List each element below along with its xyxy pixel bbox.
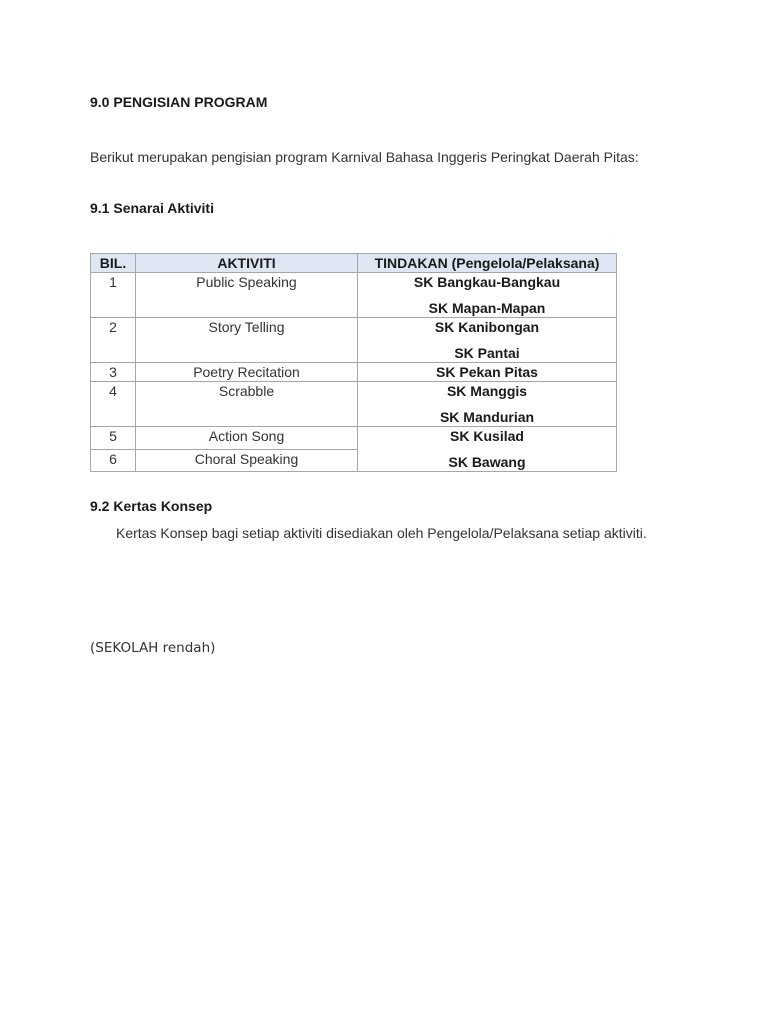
school-name: SK Bangkau-Bangkau xyxy=(413,274,561,290)
concept-paragraph: Kertas Konsep bagi setiap aktiviti disediakan oleh Pengelola/Pelaksana setiap aktiviti. xyxy=(116,525,647,541)
row-aktiviti: Choral Speaking xyxy=(136,449,358,472)
subsection-heading-activities: 9.1 Senarai Aktiviti xyxy=(90,200,214,216)
row-bil: 6 xyxy=(91,449,136,472)
header-tindakan: TINDAKAN (Pengelola/Pelaksana) xyxy=(358,254,617,273)
footer-note: (SEKOLAH rendah) xyxy=(90,640,216,656)
header-aktiviti: AKTIVITI xyxy=(136,254,358,273)
table-row xyxy=(91,382,617,427)
row-aktiviti: Story Telling xyxy=(136,318,358,363)
school-name: SK Pantai xyxy=(454,345,520,361)
row-aktiviti: Scrabble xyxy=(136,382,358,427)
row-aktiviti: Action Song xyxy=(136,427,358,450)
row-tindakan xyxy=(358,273,617,318)
table-row xyxy=(91,318,617,363)
school-name: SK Mapan-Mapan xyxy=(428,300,546,316)
row-aktiviti: Poetry Recitation xyxy=(136,363,358,382)
header-bil: BIL. xyxy=(91,254,136,273)
section-heading: 9.0 PENGISIAN PROGRAM xyxy=(90,94,268,110)
row-tindakan xyxy=(358,363,617,382)
school-name: SK Bawang xyxy=(448,454,526,470)
subsection-heading-concept: 9.2 Kertas Konsep xyxy=(90,498,213,514)
school-name: SK Kanibongan xyxy=(434,319,540,335)
row-bil: 2 xyxy=(91,318,136,363)
row-bil: 5 xyxy=(91,427,136,450)
school-name: SK Pekan Pitas xyxy=(436,364,538,380)
intro-paragraph: Berikut merupakan pengisian program Karnival Bahasa Inggeris Peringkat Daerah Pitas: xyxy=(90,149,639,165)
school-name: SK Mandurian xyxy=(439,409,535,425)
table-row xyxy=(91,363,617,382)
table-row xyxy=(91,427,617,450)
school-name: SK Manggis xyxy=(446,383,528,399)
row-bil: 4 xyxy=(91,382,136,427)
row-bil: 1 xyxy=(91,273,136,318)
row-tindakan xyxy=(358,318,617,363)
row-tindakan xyxy=(358,382,617,427)
row-bil: 3 xyxy=(91,363,136,382)
school-name: SK Kusilad xyxy=(450,428,524,444)
table-row xyxy=(91,273,617,318)
activities-table xyxy=(90,253,617,472)
row-aktiviti: Public Speaking xyxy=(136,273,358,318)
row-tindakan xyxy=(358,427,617,472)
table-header-row xyxy=(91,254,617,273)
